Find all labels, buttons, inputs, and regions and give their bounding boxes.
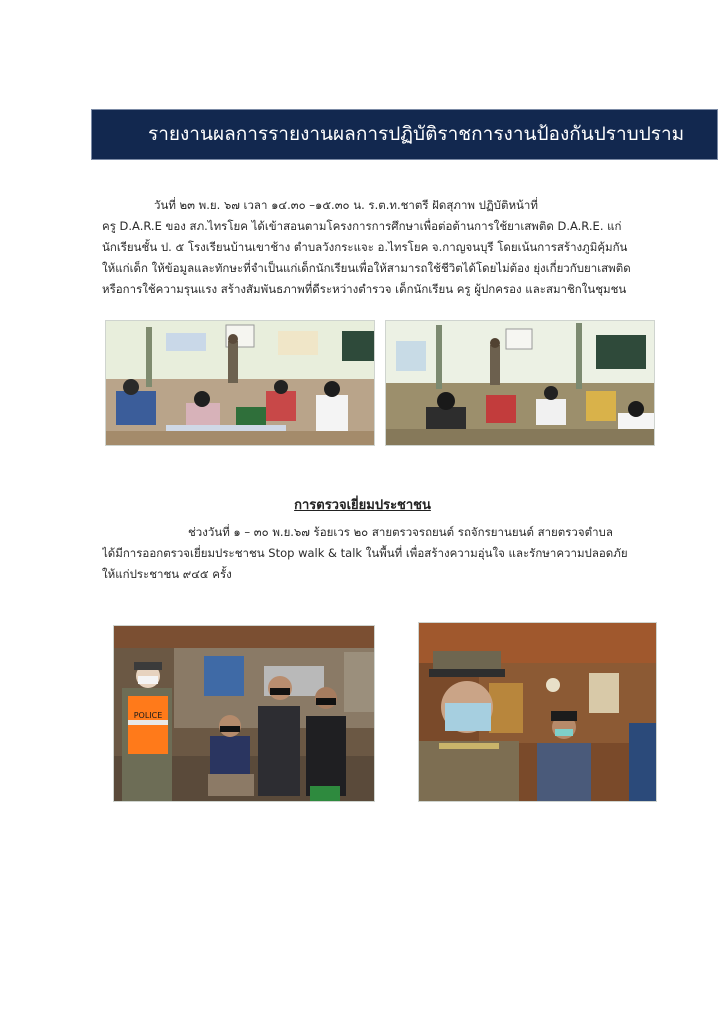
community-visit-photo-1 bbox=[113, 625, 375, 802]
classroom-photo-1 bbox=[105, 320, 375, 446]
paragraph-line: ช่วงวันที่ ๑ – ๓๐ พ.ย.๖๗ ร้อยเวร ๒๐ สายตรวจรถยนต์ รถจักรยานยนต์ สายตรวจตำบล bbox=[188, 525, 613, 539]
paragraph-line: ให้แก่เด็ก ให้ข้อมูลและทักษะที่จำเป็นแก่เด็กนักเรียนเพื่อให้สามารถใช้ชีวิตได้โดยไม่ต้อง ยุ่งเกี่ยวกับยาเสพติด bbox=[102, 261, 631, 275]
section-title-visit: การตรวจเยี่ยมประชาชน bbox=[294, 498, 431, 513]
paragraph-line: ได้มีการออกตรวจเยี่ยมประชาชน Stop walk & talk ในพื้นที่ เพื่อสร้างความอุ่นใจ และรักษาความปลอดภัย bbox=[102, 546, 628, 560]
paragraph-line: ให้แก่ประชาชน ๙๔๕ ครั้ง bbox=[102, 567, 232, 581]
visit-paragraph bbox=[102, 522, 657, 585]
police-vest-text: POLICE bbox=[133, 711, 163, 720]
paragraph-line: หรือการใช้ความรุนแรง สร้างสัมพันธภาพที่ดีระหว่างตำรวจ เด็กนักเรียน ครู ผู้ปกครอง และสมาชิกในชุมชน bbox=[102, 282, 627, 296]
report-header-banner bbox=[91, 109, 718, 160]
dare-paragraph bbox=[102, 195, 657, 300]
paragraph-line: ครู D.A.R.E ของ สภ.ไทรโยค ได้เข้าสอนตามโครงการการศึกษาเพื่อต่อต้านการใช้ยาเสพติด D.A.R.E. แก่ bbox=[102, 219, 622, 233]
classroom-photo-2 bbox=[385, 320, 655, 446]
report-title: รายงานผลการรายงานผลการปฏิบัติราชการงานป้องกันปราบปราม bbox=[148, 123, 685, 145]
community-visit-photo-2 bbox=[418, 622, 657, 802]
paragraph-line: วันที่ ๒๓ พ.ย. ๖๗ เวลา ๑๔.๓๐ –๑๕.๓๐ น. ร.ต.ท.ชาตรี ฝัดสุภาพ ปฏิบัติหน้าที่ bbox=[154, 198, 538, 212]
paragraph-line: นักเรียนชั้น ป. ๕ โรงเรียนบ้านเขาช้าง ตำบลวังกระแจะ อ.ไทรโยค จ.กาญจนบุรี โดยเน้นการสร้างภูมิคุ้มกัน bbox=[102, 240, 628, 254]
